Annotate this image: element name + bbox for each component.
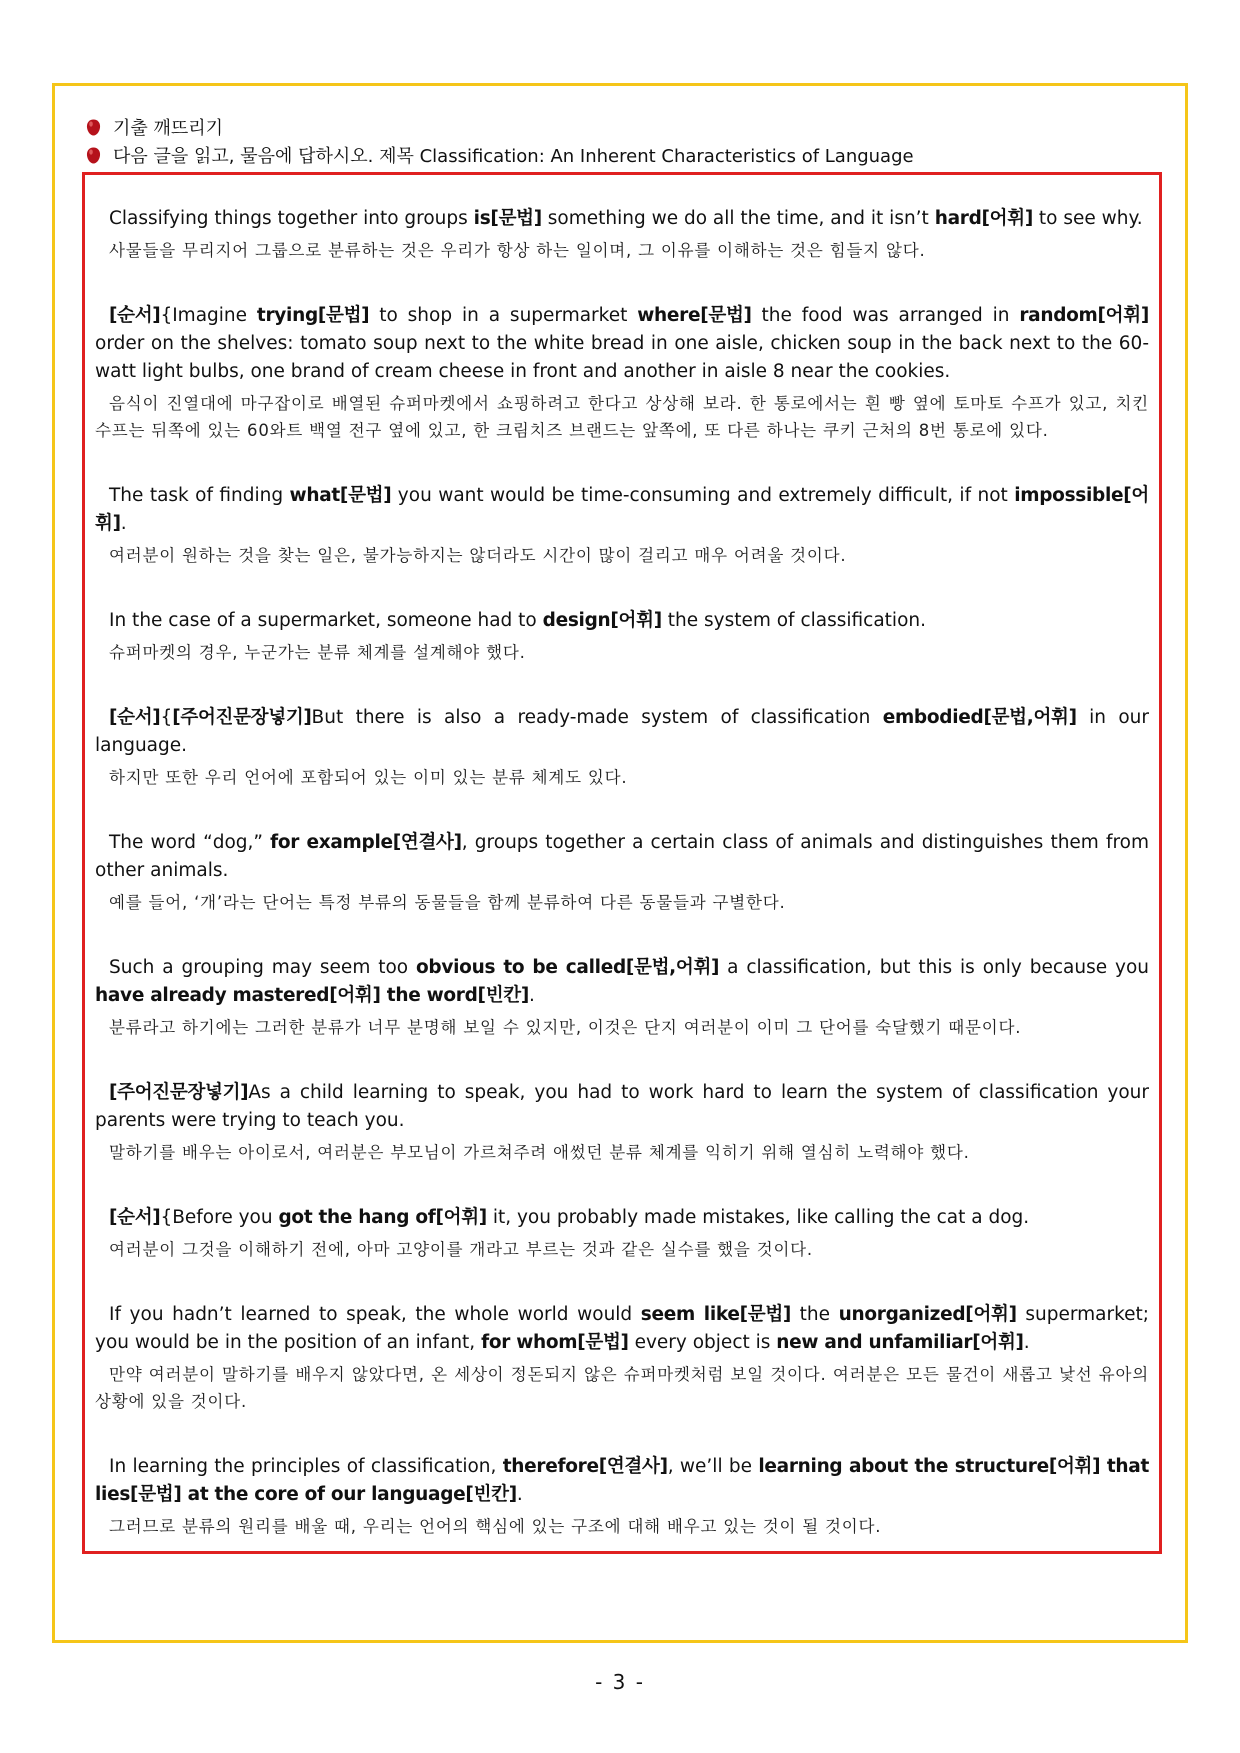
annotated-keyword: have already mastered[어휘] the word[빈칸]: [95, 985, 530, 1006]
sentence-text: it, you probably made mistakes, like calling the cat a dog.: [486, 1207, 1030, 1228]
sentence-text: , we’ll be: [667, 1456, 759, 1477]
korean-translation: 음식이 진열대에 마구잡이로 배열된 슈퍼마켓에서 쇼핑하려고 한다고 상상해 보라. 한 통로에서는 흰 빵 옆에 토마토 수프가 있고, 치킨 수프는 뒤쪽에 있는 60와트 백열 전구 옆에 있고, 한 크림치즈 브랜드는 앞쪽에, 또 다른 하나는 쿠키 근처의 8번 통로에 있다.: [95, 394, 1149, 440]
english-sentence: [95, 205, 1149, 233]
sentence-text: .: [120, 513, 127, 534]
sentence-text: , groups together a certain class of animals and distinguishes them from other animals.: [95, 832, 1150, 881]
section-heading: [86, 114, 223, 140]
annotated-keyword: obvious to be called[문법,어휘]: [416, 957, 720, 978]
korean-translation: 예를 들어, ‘개’라는 단어는 특정 부류의 동물들을 함께 분류하여 다른 동물들과 구별한다.: [109, 893, 786, 912]
english-sentence: [95, 1301, 1149, 1357]
english-sentence: [95, 1079, 1149, 1135]
english-sentence: [95, 302, 1149, 386]
sentence-text: you want would be time-consuming and extremely difficult, if not: [391, 485, 1015, 506]
sentence-text: In the case of a supermarket, someone had to: [109, 610, 543, 631]
sentence-text: {: [160, 707, 173, 728]
sentence-text: If you hadn’t learned to speak, the whole world would: [109, 1304, 641, 1325]
annotated-keyword: for whom[문법]: [481, 1332, 629, 1353]
sentence-text: But there is also a ready-made system of classification: [311, 707, 883, 728]
annotated-keyword: design[어휘]: [542, 610, 662, 631]
english-sentence: [95, 704, 1149, 760]
question-heading: [86, 142, 914, 168]
annotated-keyword: learning about the structure[어휘] that lies[문법] at the core of our language[빈칸]: [95, 1456, 1149, 1505]
sentence-text: order on the shelves: tomato soup next to the white bread in one aisle, chicken soup in the back next to the 60-watt light bulbs, one brand of cream cheese in front and another in aisle 8 near the cookies.: [95, 333, 1149, 382]
sentence-text: .: [516, 1484, 523, 1505]
annotated-keyword: therefore[연결사]: [502, 1456, 668, 1477]
korean-translation: 분류라고 하기에는 그러한 분류가 너무 분명해 보일 수 있지만, 이것은 단지 여러분이 이미 그 단어를 숙달했기 때문이다.: [109, 1018, 1022, 1037]
korean-translation: 말하기를 배우는 아이로서, 여러분은 부모님이 가르쳐주려 애썼던 분류 체계를 익히기 위해 열심히 노력해야 했다.: [109, 1143, 970, 1162]
red-bean-bullet-icon: [86, 119, 101, 136]
korean-translation: 여러분이 그것을 이해하기 전에, 아마 고양이를 개라고 부르는 것과 같은 실수를 했을 것이다.: [109, 1240, 813, 1259]
annotated-keyword: where[문법]: [637, 305, 752, 326]
korean-translation: 그러므로 분류의 원리를 배울 때, 우리는 언어의 핵심에 있는 구조에 대해 배우고 있는 것이 될 것이다.: [109, 1517, 882, 1536]
sentence-text: every object is: [628, 1332, 777, 1353]
sentence-text: a classification, but this is only because you: [719, 957, 1149, 978]
passage-paragraph: [95, 607, 1149, 666]
sentence-text: The word “dog,”: [109, 832, 271, 853]
sentence-text: .: [1023, 1332, 1030, 1353]
annotated-keyword: what[문법]: [289, 485, 392, 506]
english-sentence: [95, 954, 1149, 1010]
sentence-text: supermarket; you would be in the position of an infant,: [95, 1304, 1149, 1353]
english-sentence: [95, 482, 1149, 538]
passage-paragraph: [95, 1204, 1149, 1263]
english-sentence: [95, 1453, 1149, 1509]
sentence-text: As a child learning to speak, you had to work hard to learn the system of classification your parents were trying to teach you.: [95, 1082, 1149, 1131]
sentence-text: the: [791, 1304, 839, 1325]
annotated-keyword: embodied[문법,어휘]: [882, 707, 1077, 728]
sentence-text: the system of classification.: [661, 610, 926, 631]
annotated-keyword: hard[어휘]: [934, 208, 1033, 229]
korean-translation: 만약 여러분이 말하기를 배우지 않았다면, 온 세상이 정돈되지 않은 슈퍼마켓처럼 보일 것이다. 여러분은 모든 물건이 새롭고 낯선 유아의 상황에 있을 것이다.: [95, 1365, 1149, 1411]
sentence-text: {Imagine: [160, 305, 257, 326]
passage-paragraph: [95, 829, 1149, 916]
passage-paragraph: [95, 302, 1149, 444]
sentence-text: to see why.: [1032, 208, 1143, 229]
section-title: 기출 깨뜨리기: [113, 118, 224, 139]
passage-paragraph: [95, 704, 1149, 791]
sentence-text: in our language.: [95, 707, 1150, 756]
annotated-keyword: unorganized[어휘]: [838, 1304, 1017, 1325]
korean-translation: 여러분이 원하는 것을 찾는 일은, 불가능하지는 않더라도 시간이 많이 걸리고 매우 어려울 것이다.: [109, 546, 847, 565]
annotated-keyword: got the hang of[어휘]: [278, 1207, 487, 1228]
passage-paragraph: [95, 205, 1149, 264]
page-number: - 3 -: [595, 1670, 645, 1694]
annotated-keyword: for example[연결사]: [270, 832, 462, 853]
sentence-text: the food was arranged in: [751, 305, 1020, 326]
red-bean-bullet-icon: [86, 147, 101, 164]
passage-paragraph: [95, 1453, 1149, 1540]
annotated-keyword: seem like[문법]: [640, 1304, 792, 1325]
annotated-keyword: impossible[어휘]: [95, 485, 1149, 534]
passage-paragraph: [95, 1079, 1149, 1166]
annotated-keyword: is[문법]: [473, 208, 542, 229]
annotated-keyword: [순서]: [109, 305, 161, 326]
english-sentence: [95, 829, 1149, 885]
korean-translation: 사물들을 무리지어 그룹으로 분류하는 것은 우리가 항상 하는 일이며, 그 이유를 이해하는 것은 힘들지 않다.: [109, 241, 926, 260]
passage-paragraph: [95, 482, 1149, 569]
korean-translation: 하지만 또한 우리 언어에 포함되어 있는 이미 있는 분류 체계도 있다.: [109, 768, 628, 787]
annotated-keyword: trying[문법]: [256, 305, 370, 326]
passage-paragraph: [95, 954, 1149, 1041]
sentence-text: Such a grouping may seem too: [109, 957, 417, 978]
sentence-text: to shop in a supermarket: [369, 305, 638, 326]
sentence-text: In learning the principles of classification,: [109, 1456, 503, 1477]
annotated-keyword: [순서]: [109, 1207, 161, 1228]
question-instruction: 다음 글을 읽고, 물음에 답하시오. 제목 Classification: An Inherent Characteristics of Language: [113, 146, 914, 167]
passage-paragraph: [95, 1301, 1149, 1415]
annotated-keyword: [주어진문장넣기]: [109, 1082, 249, 1103]
sentence-text: something we do all the time, and it isn’t: [541, 208, 935, 229]
korean-translation: 슈퍼마켓의 경우, 누군가는 분류 체계를 설계해야 했다.: [109, 643, 526, 662]
annotated-keyword: [순서]: [109, 707, 161, 728]
sentence-text: {Before you: [160, 1207, 279, 1228]
sentence-text: Classifying things together into groups: [109, 208, 474, 229]
english-sentence: [95, 1204, 1149, 1232]
annotated-keyword: new and unfamiliar[어휘]: [776, 1332, 1024, 1353]
sentence-text: The task of finding: [109, 485, 290, 506]
annotated-keyword: random[어휘]: [1019, 305, 1149, 326]
english-sentence: [95, 607, 1149, 635]
sentence-text: .: [529, 985, 535, 1006]
annotated-keyword: [주어진문장넣기]: [172, 707, 312, 728]
passage-box: [82, 172, 1162, 1554]
